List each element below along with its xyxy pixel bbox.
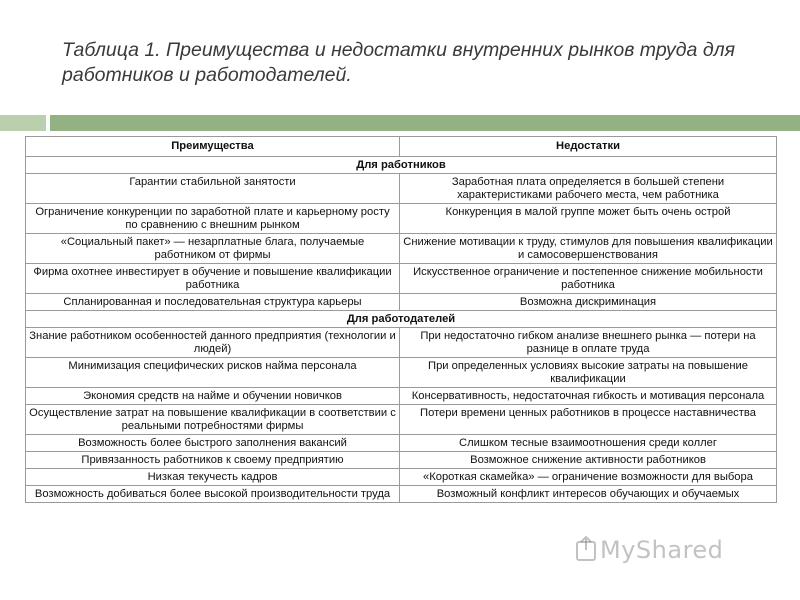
table-row <box>26 204 777 234</box>
disadvantage-cell: Заработная плата определяется в большей степени характеристиками рабочего места, чем работника <box>400 174 777 204</box>
table-row <box>26 486 777 503</box>
decorative-bar-left <box>0 115 46 131</box>
table-row <box>26 388 777 405</box>
advantage-cell: Ограничение конкуренции по заработной плате и карьерному росту по сравнению с внешним рынком <box>26 204 400 234</box>
section-label: Для работников <box>26 157 777 174</box>
comparison-table <box>25 136 777 503</box>
watermark-logo-icon <box>575 536 597 562</box>
disadvantage-cell: Возможный конфликт интересов обучающих и обучаемых <box>400 486 777 503</box>
disadvantage-cell: Слишком тесные взаимоотношения среди коллег <box>400 435 777 452</box>
advantage-cell: Знание работником особенностей данного предприятия (технологии и людей) <box>26 328 400 358</box>
table-row <box>26 234 777 264</box>
watermark-text: MyShared <box>600 536 724 564</box>
advantage-cell: Спланированная и последовательная структура карьеры <box>26 294 400 311</box>
table-row <box>26 264 777 294</box>
disadvantage-cell: Потери времени ценных работников в процессе наставничества <box>400 405 777 435</box>
table-header-row <box>26 137 777 157</box>
advantage-cell: Фирма охотнее инвестирует в обучение и повышение квалификации работника <box>26 264 400 294</box>
advantage-cell: Возможность добиваться более высокой производительности труда <box>26 486 400 503</box>
header-disadvantages: Недостатки <box>400 137 777 157</box>
advantage-cell: Осуществление затрат на повышение квалификации в соответствии с реальными потребностями фирмы <box>26 405 400 435</box>
disadvantage-cell: Консервативность, недостаточная гибкость и мотивация персонала <box>400 388 777 405</box>
disadvantage-cell: «Короткая скамейка» — ограничение возможности для выбора <box>400 469 777 486</box>
table-row <box>26 174 777 204</box>
table-row <box>26 469 777 486</box>
header-advantages: Преимущества <box>26 137 400 157</box>
disadvantage-cell: Возможна дискриминация <box>400 294 777 311</box>
advantage-cell: Возможность более быстрого заполнения вакансий <box>26 435 400 452</box>
slide-title: Таблица 1. Преимущества и недостатки внутренних рынков труда для работников и работодателей. <box>62 39 736 86</box>
section-label: Для работодателей <box>26 311 777 328</box>
disadvantage-cell: При недостаточно гибком анализе внешнего рынка — потери на разнице в оплате труда <box>400 328 777 358</box>
disadvantage-cell: При определенных условиях высокие затраты на повышение квалификации <box>400 358 777 388</box>
table-row <box>26 328 777 358</box>
table-row <box>26 435 777 452</box>
table-row <box>26 294 777 311</box>
advantage-cell: Минимизация специфических рисков найма персонала <box>26 358 400 388</box>
disadvantage-cell: Снижение мотивации к труду, стимулов для повышения квалификации и самосовершенствования <box>400 234 777 264</box>
advantage-cell: Привязанность работников к своему предприятию <box>26 452 400 469</box>
table-row <box>26 452 777 469</box>
disadvantage-cell: Возможное снижение активности работников <box>400 452 777 469</box>
table-row <box>26 358 777 388</box>
advantage-cell: Экономия средств на найме и обучении новичков <box>26 388 400 405</box>
decorative-bar-right <box>50 115 800 131</box>
table-body <box>26 157 777 503</box>
disadvantage-cell: Искусственное ограничение и постепенное снижение мобильности работника <box>400 264 777 294</box>
section-row <box>26 311 777 328</box>
advantage-cell: Гарантии стабильной занятости <box>26 174 400 204</box>
table-row <box>26 405 777 435</box>
advantage-cell: Низкая текучесть кадров <box>26 469 400 486</box>
disadvantage-cell: Конкуренция в малой группе может быть очень острой <box>400 204 777 234</box>
advantage-cell: «Социальный пакет» — незарплатные блага, получаемые работником от фирмы <box>26 234 400 264</box>
section-row <box>26 157 777 174</box>
